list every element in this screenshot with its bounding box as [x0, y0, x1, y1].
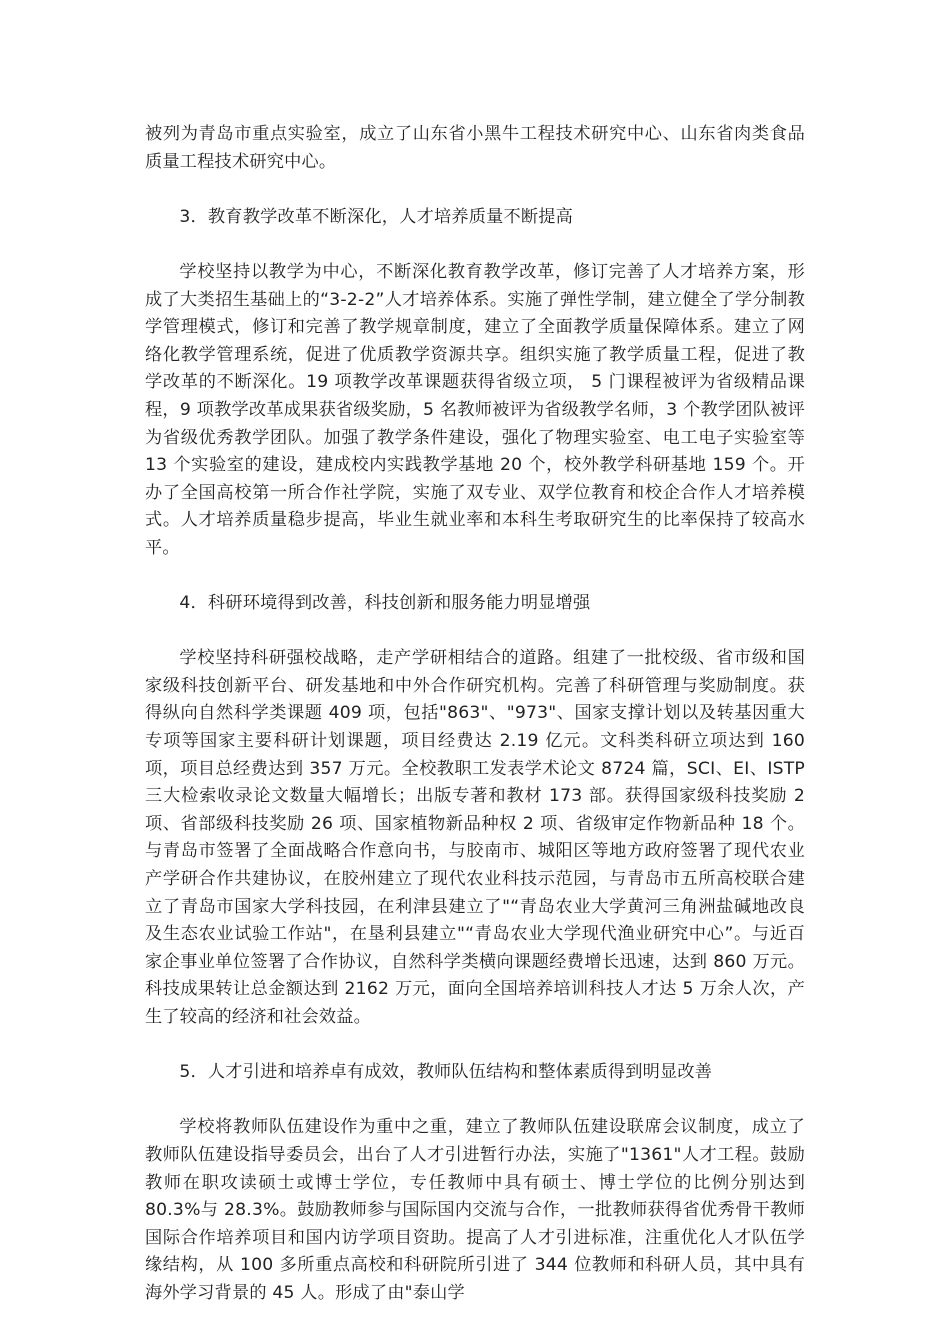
spacer	[145, 563, 805, 591]
spacer	[145, 1087, 805, 1115]
section-3-heading: 3．教育教学改革不断深化，人才培养质量不断提高	[179, 206, 574, 227]
spacer	[145, 176, 805, 204]
spacer	[145, 618, 805, 646]
continued-paragraph: 被列为青岛市重点实验室，成立了山东省小黑牛工程技术研究中心、山东省肉类食品质量工程技术研究中心。	[145, 124, 805, 172]
section-5-body: 学校将教师队伍建设作为重中之重，建立了教师队伍建设联席会议制度，成立了教师队伍建设指导委员会，出台了人才引进暂行办法，实施了"1361"人才工程。鼓励教师在职攻读硕士或博士学位，专任教师中具有硕士、博士学位的比例分别达到 80.3%与 28.3%。鼓励教师参与国际国内交流与合作，一批教师获得省优秀骨干教师国际合作培养项目和国内访学项目资助。提高了人才引进标准，注重优化人才队伍学缘结构，从 100 多所重点高校和科研院所引进了 344 位教师和科研人员，其中具有海外学习背景的 45 人。形成了由"泰山学	[145, 1117, 805, 1303]
spacer	[145, 231, 805, 259]
section-4-body: 学校坚持科研强校战略，走产学研相结合的道路。组建了一批校级、省市级和国家级科技创新平台、研发基地和中外合作研究机构。完善了科研管理与奖励制度。获得纵向自然科学类课题 409 项，包括"863"、"973"、国家支撑计划以及转基因重大专项等国家主要科研计划课题，项目经费达 2.19 亿元。文科类科研立项达到 160 项，项目总经费达到 357 万元。全校教职工发表学术论文 8724 篇，SCI、EI、ISTP 三大检索收录论文数量大幅增长；出版专著和教材 173 部。获得国家级科技奖励 2 项、省部级科技奖励 26 项、国家植物新品种权 2 项、省级审定作物新品种 18 个。与青岛市签署了全面战略合作意向书，与胶南市、城阳区等地方政府签署了现代农业产学研合作共建协议，在胶州建立了现代农业科技示范园，与青岛市五所高校联合建立了青岛市国家大学科技园，在利津县建立了"“青岛农业大学黄河三角洲盐碱地改良及生态农业试验工作站"，在垦利县建立"“青岛农业大学现代渔业研究中心”。与近百家企事业单位签署了合作协议，自然科学类横向课题经费增长迅速，达到 860 万元。科技成果转让总金额达到 2162 万元，面向全国培养培训科技人才达 5 万余人次，产生了较高的经济和社会效益。	[145, 648, 805, 1027]
section-4-heading: 4．科研环境得到改善，科技创新和服务能力明显增强	[179, 593, 591, 614]
section-5-heading: 5．人才引进和培养卓有成效，教师队伍结构和整体素质得到明显改善	[179, 1062, 713, 1083]
section-3-body: 学校坚持以教学为中心，不断深化教育教学改革，修订完善了人才培养方案，形成了大类招生基础上的“3-2-2”人才培养体系。实施了弹性学制，建立健全了学分制教学管理模式，修订和完善了教学规章制度，建立了全面教学质量保障体系。建立了网络化教学管理系统，促进了优质教学资源共享。组织实施了教学质量工程，促进了教学改革的不断深化。19 项教学改革课题获得省级立项， 5 门课程被评为省级精品课程，9 项教学改革成果获省级奖励，5 名教师被评为省级教学名师，3 个教学团队被评为省级优秀教学团队。加强了教学条件建设，强化了物理实验室、电工电子实验室等 13 个实验室的建设，建成校内实践教学基地 20 个，校外教学科研基地 159 个。开办了全国高校第一所合作社学院，实施了双专业、双学位教育和校企合作人才培养模式。人才培养质量稳步提高，毕业生就业率和本科生考取研究生的比率保持了较高水平。	[145, 261, 805, 558]
spacer	[145, 1032, 805, 1060]
document-body	[145, 121, 805, 1308]
